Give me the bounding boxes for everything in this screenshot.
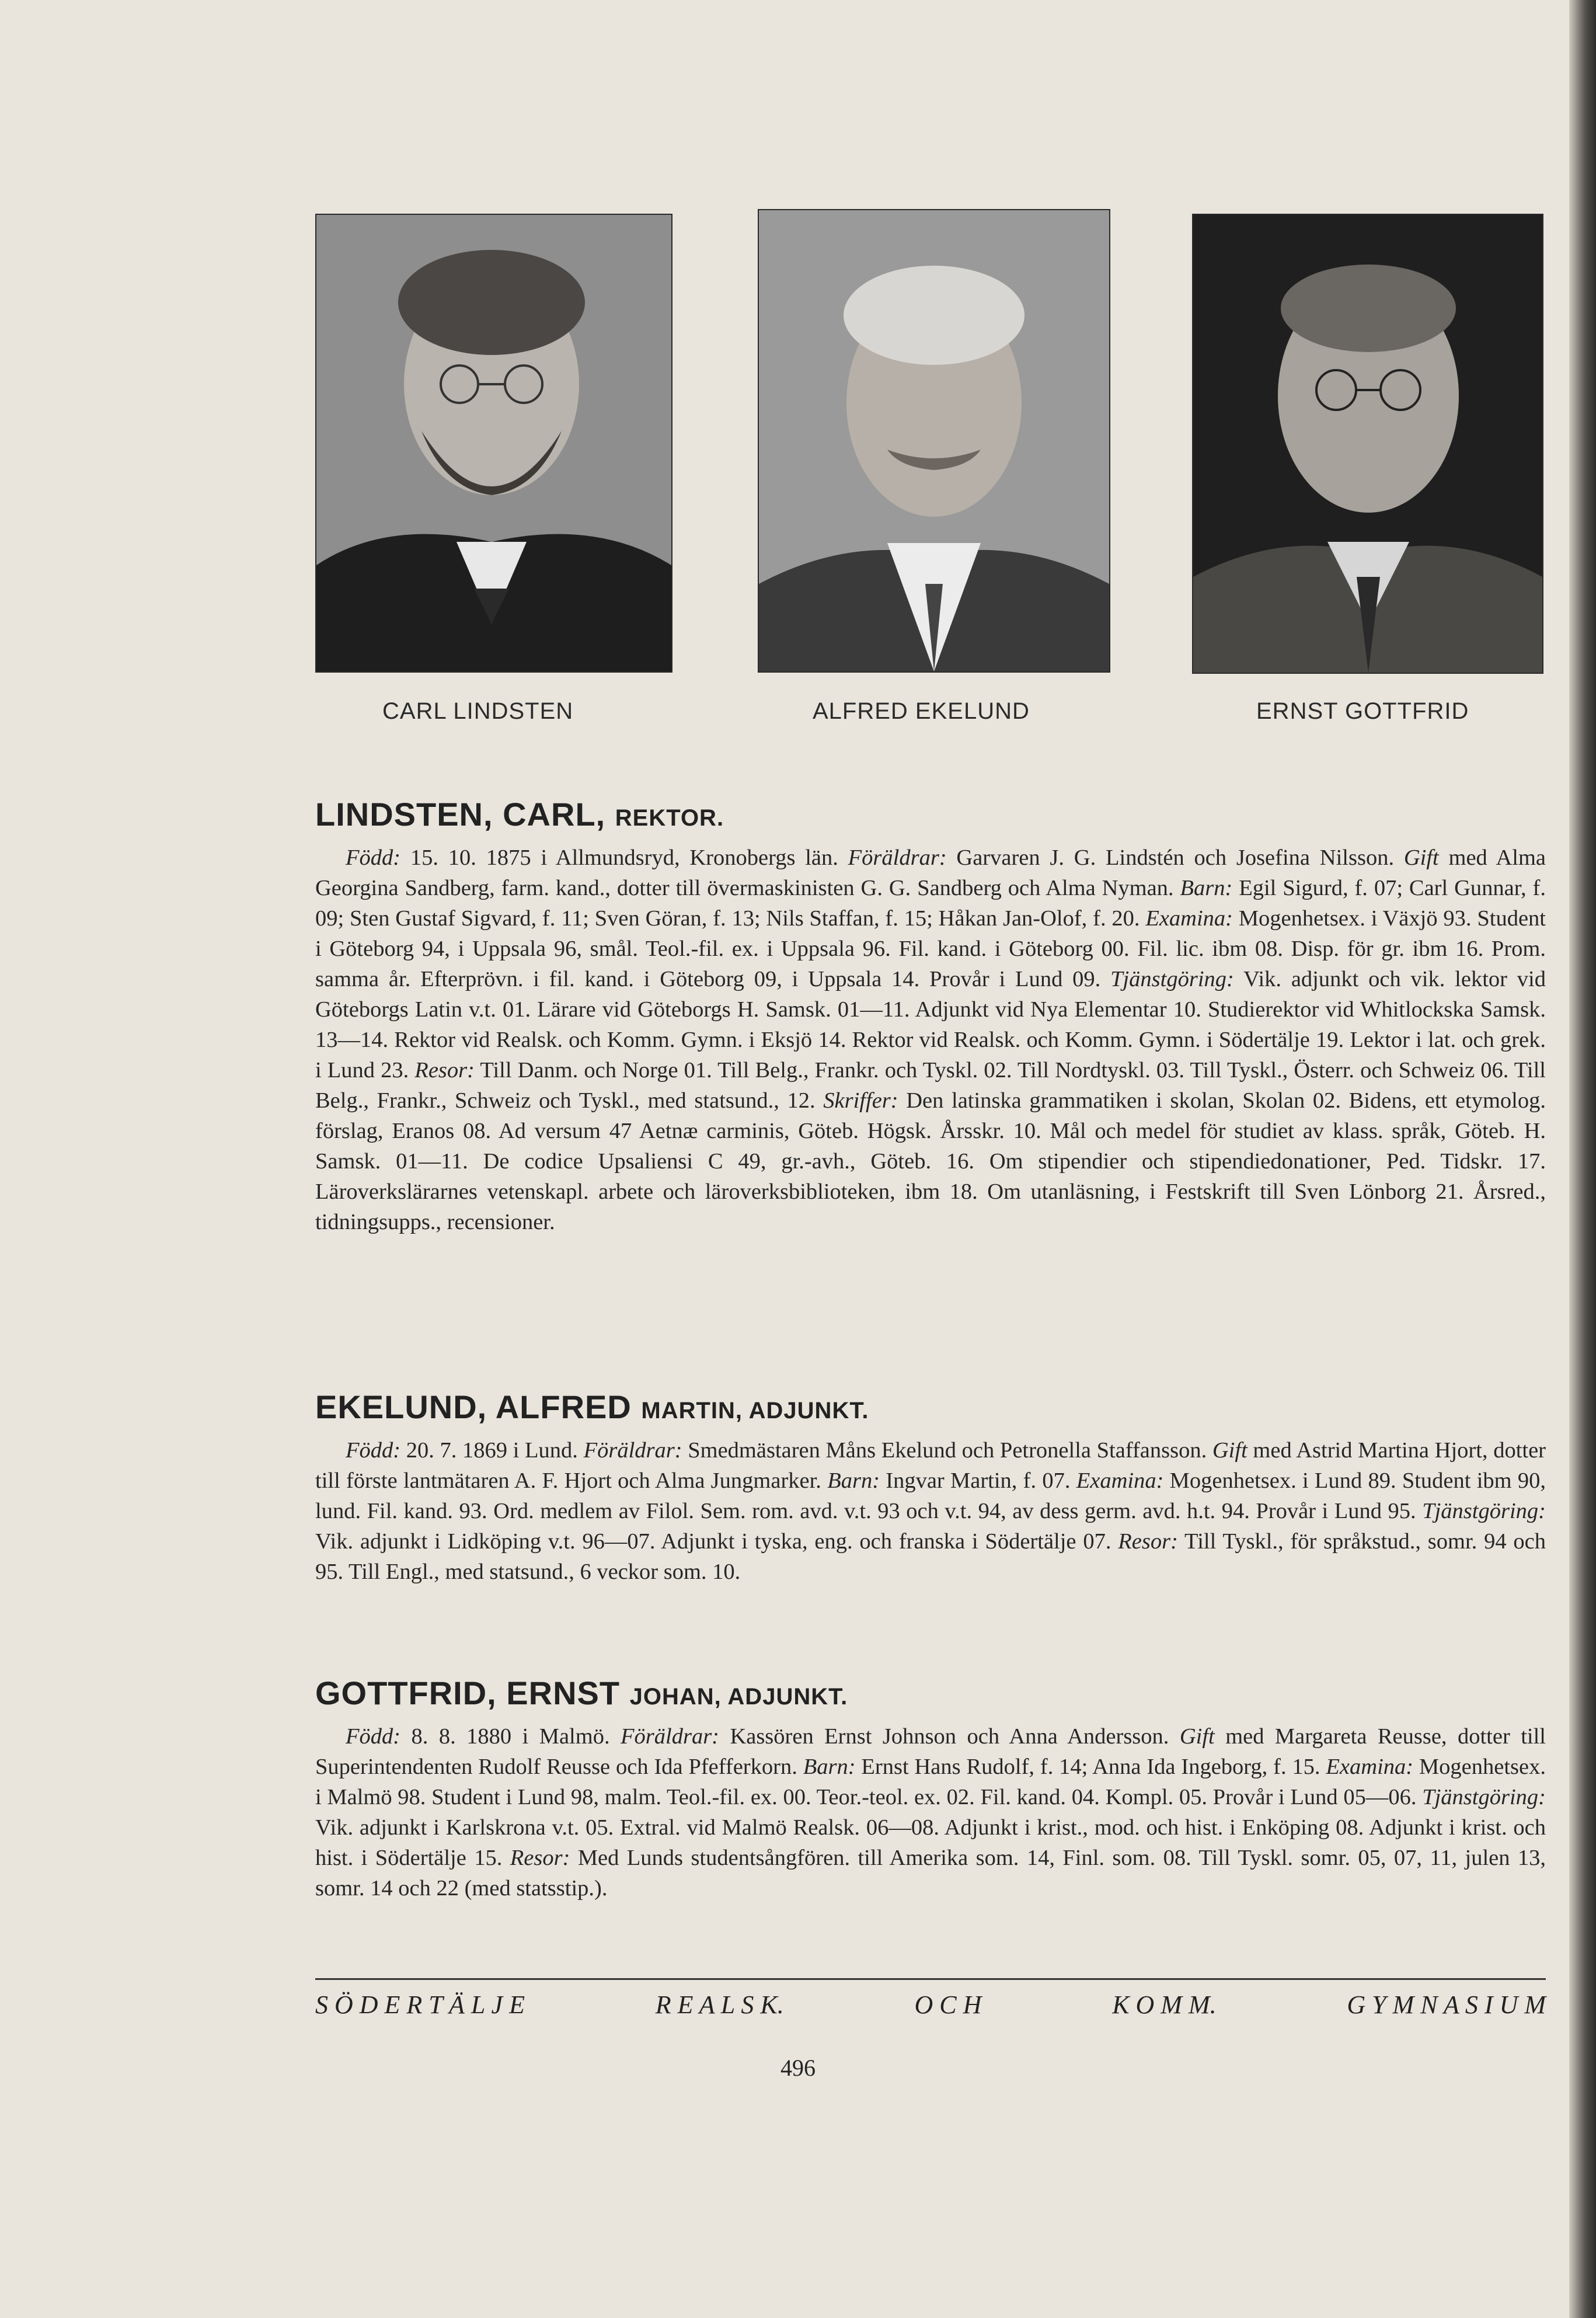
bio-name: LINDSTEN, CARL, — [315, 796, 606, 833]
bio-label: Född: — [346, 845, 401, 870]
bio-title: REKTOR. — [615, 805, 724, 831]
bio-segment: Mogenhetsex. i Malmö 98. Student i Lund 98, malm. Teol.-fil. ex. 00. Teor.-teol. ex. 02. Fil. kand. 04. Kompl. 05. Provår i Lund 05—06. — [315, 1755, 1546, 1809]
bio-segment: med Margareta Reusse, dotter till Superintendenten Rudolf Reusse och Ida Pfefferkorn. — [315, 1724, 1546, 1779]
bio-label: Gift — [1212, 1438, 1247, 1463]
running-footer — [315, 1990, 1546, 2020]
bio-label: Barn: — [1180, 876, 1233, 900]
bio-segment: Till Danm. och Norge 01. Till Belg., Frankr. och Tyskl. 02. Till Nordtyskl. 03. Till Tyskl., Österr. och Schweiz 06. Till Belg., Frankr., Schweiz och Tyskl., med statsund., 12. — [315, 1058, 1546, 1113]
bio-segment: Ernst Hans Rudolf, f. 14; Anna Ida Ingeborg, f. 15. — [855, 1755, 1326, 1779]
footer-word: G Y M N A S I U M — [1347, 1990, 1546, 2019]
portrait-ernst-gottfrid — [1192, 214, 1543, 674]
bio-label: Resor: — [510, 1846, 570, 1870]
caption-alfred-ekelund: ALFRED EKELUND — [813, 698, 1030, 724]
bio-text — [315, 843, 1546, 1237]
footer-word: S Ö D E R T Ä L J E — [315, 1990, 525, 2019]
bio-segment: Vik. adjunkt i Karlskrona v.t. 05. Extral. vid Malmö Realsk. 06—08. Adjunkt i krist., mod. och hist. i Enköping 08. Adjunkt i krist. och hist. i Södertälje 15. — [315, 1815, 1546, 1870]
bio-segment: Med Lunds studentsångfören. till Amerika som. 14, Finl. som. 08. Till Tyskl. somr. 05, 07, 11, julen 13, somr. 14 och 22 (med statsstip.). — [315, 1846, 1546, 1901]
footer-word: K O M M. — [1112, 1990, 1217, 2019]
bio-label: Tjänstgöring: — [1422, 1499, 1546, 1523]
bio-text — [315, 1435, 1546, 1587]
bio-segment: Till Tyskl., för språkstud., somr. 94 och 95. Till Engl., med statsund., 6 veckor som. 10. — [315, 1529, 1546, 1584]
bio-name: EKELUND, ALFRED — [315, 1388, 632, 1425]
bio-heading — [315, 791, 1546, 838]
bio-label: Resor: — [414, 1058, 475, 1083]
bio-segment: Mogenhetsex. i Växjö 93. Student i Göteborg 94, i Uppsala 96, smål. Teol.-fil. ex. i Uppsala 96. Fil. kand. i Göteborg 00. Fil. lic. ibm 08. Disp. för gr. ibm 16. Prom. samma år. Efterprövn. i fil. kand. i Göteborg 09, i Uppsala 14. Provår i Lund 09. — [315, 906, 1546, 991]
bio-segment: Ingvar Martin, f. 07. — [880, 1468, 1076, 1493]
bio-label: Skriffer: — [823, 1088, 898, 1113]
portrait-alfred-ekelund — [758, 209, 1110, 673]
bio-label: Barn: — [827, 1468, 880, 1493]
bio-segment: Kassören Ernst Johnson och Anna Andersson. — [719, 1724, 1180, 1749]
bio-title: MARTIN, ADJUNKT. — [641, 1398, 869, 1423]
footer-word: R E A L S K. — [655, 1990, 784, 2019]
bio-segment: med Alma Georgina Sandberg, farm. kand., dotter till övermaskinisten G. G. Sandberg och Alma Nyman. — [315, 845, 1546, 900]
bio-label: Föräldrar: — [848, 845, 947, 870]
bio-segment: 20. 7. 1869 i Lund. — [400, 1438, 584, 1463]
bio-segment: 8. 8. 1880 i Malmö. — [400, 1724, 621, 1749]
bio-title: JOHAN, ADJUNKT. — [629, 1684, 848, 1710]
bio-text — [315, 1721, 1546, 1903]
footer-rule — [315, 1978, 1546, 1980]
page-edge — [1569, 0, 1596, 2318]
bio-segment: 15. 10. 1875 i Allmundsryd, Kronobergs län. — [400, 845, 848, 870]
bio-label: Barn: — [803, 1755, 856, 1779]
bio-label: Född: — [346, 1724, 401, 1749]
bio-heading — [315, 1384, 1546, 1431]
bio-label: Tjänstgöring: — [1422, 1785, 1546, 1809]
bio-label: Föräldrar: — [583, 1438, 682, 1463]
bio-label: Föräldrar: — [621, 1724, 719, 1749]
bio-segment: Mogenhetsex. i Lund 89. Student ibm 90, lund. Fil. kand. 93. Ord. medlem av Filol. Sem. rom. avd. v.t. 93 och v.t. 94, av dess germ. avd. h.t. 94. Provår i Lund 95. — [315, 1468, 1546, 1523]
footer-word: O C H — [914, 1990, 982, 2019]
bio-segment: med Astrid Martina Hjort, dotter till förste lantmätaren A. F. Hjort och Alma Jungmarker. — [315, 1438, 1546, 1493]
bio-ekelund — [315, 1384, 1546, 1587]
bio-label: Examina: — [1076, 1468, 1164, 1493]
caption-carl-lindsten: CARL LINDSTEN — [382, 698, 574, 724]
bio-gottfrid — [315, 1670, 1546, 1903]
bio-label: Examina: — [1145, 906, 1233, 931]
bio-label: Gift — [1403, 845, 1439, 870]
page-number: 496 — [780, 2055, 816, 2081]
bio-segment: Egil Sigurd, f. 07; Carl Gunnar, f. 09; Sten Gustaf Sigvard, f. 11; Sven Göran, f. 13; Nils Staffan, f. 15; Håkan Jan-Olof, f. 20. — [315, 876, 1546, 931]
bio-segment: Vik. adjunkt i Lidköping v.t. 96—07. Adjunkt i tyska, eng. och franska i Södertälje 07. — [315, 1529, 1118, 1554]
bio-segment: Garvaren J. G. Lindstén och Josefina Nilsson. — [946, 845, 1404, 870]
bio-segment: Smedmästaren Måns Ekelund och Petronella Staffansson. — [682, 1438, 1212, 1463]
bio-segment: Den latinska grammatiken i skolan, Skolan 02. Bidens, ett etymolog. förslag, Eranos 08. Ad versum 47 Aetnæ carminis, Göteb. Högsk. Årsskr. 10. Mål och medel för studiet av klass. språk, Göteb. H. Samsk. 01—11. De codice Upsaliensi C 49, gr.-avh., Göteb. 16. Om stipendier och stipendiedonationer, Ped. Tidskr. 17. Läroverkslärarnes vetenskapl. arbete och läroverksbiblioteken, ibm 18. Om utanläsning, i Festskrift till Sven Lönborg 21. Årsred., tidningsupps., recensioner. — [315, 1088, 1546, 1234]
bio-name: GOTTFRID, ERNST — [315, 1675, 621, 1711]
bio-label: Resor: — [1118, 1529, 1178, 1554]
bio-label: Född: — [346, 1438, 401, 1463]
bio-label: Examina: — [1326, 1755, 1414, 1779]
portrait-carl-lindsten — [315, 214, 672, 673]
caption-ernst-gottfrid: ERNST GOTTFRID — [1256, 698, 1469, 724]
bio-heading — [315, 1670, 1546, 1717]
bio-lindsten — [315, 791, 1546, 1237]
bio-segment: Vik. adjunkt och vik. lektor vid Göteborgs Latin v.t. 01. Lärare vid Göteborgs H. Samsk. 01—11. Adjunkt vid Nya Elementar 10. Studierektor vid Whitlockska Samsk. 13—14. Rektor vid Realsk. och Komm. Gymn. i Eksjö 14. Rektor vid Realsk. och Komm. Gymn. i Södertälje 19. Lektor i lat. och grek. i Lund 23. — [315, 967, 1546, 1083]
bio-label: Gift — [1179, 1724, 1215, 1749]
bio-label: Tjänstgöring: — [1110, 967, 1234, 991]
